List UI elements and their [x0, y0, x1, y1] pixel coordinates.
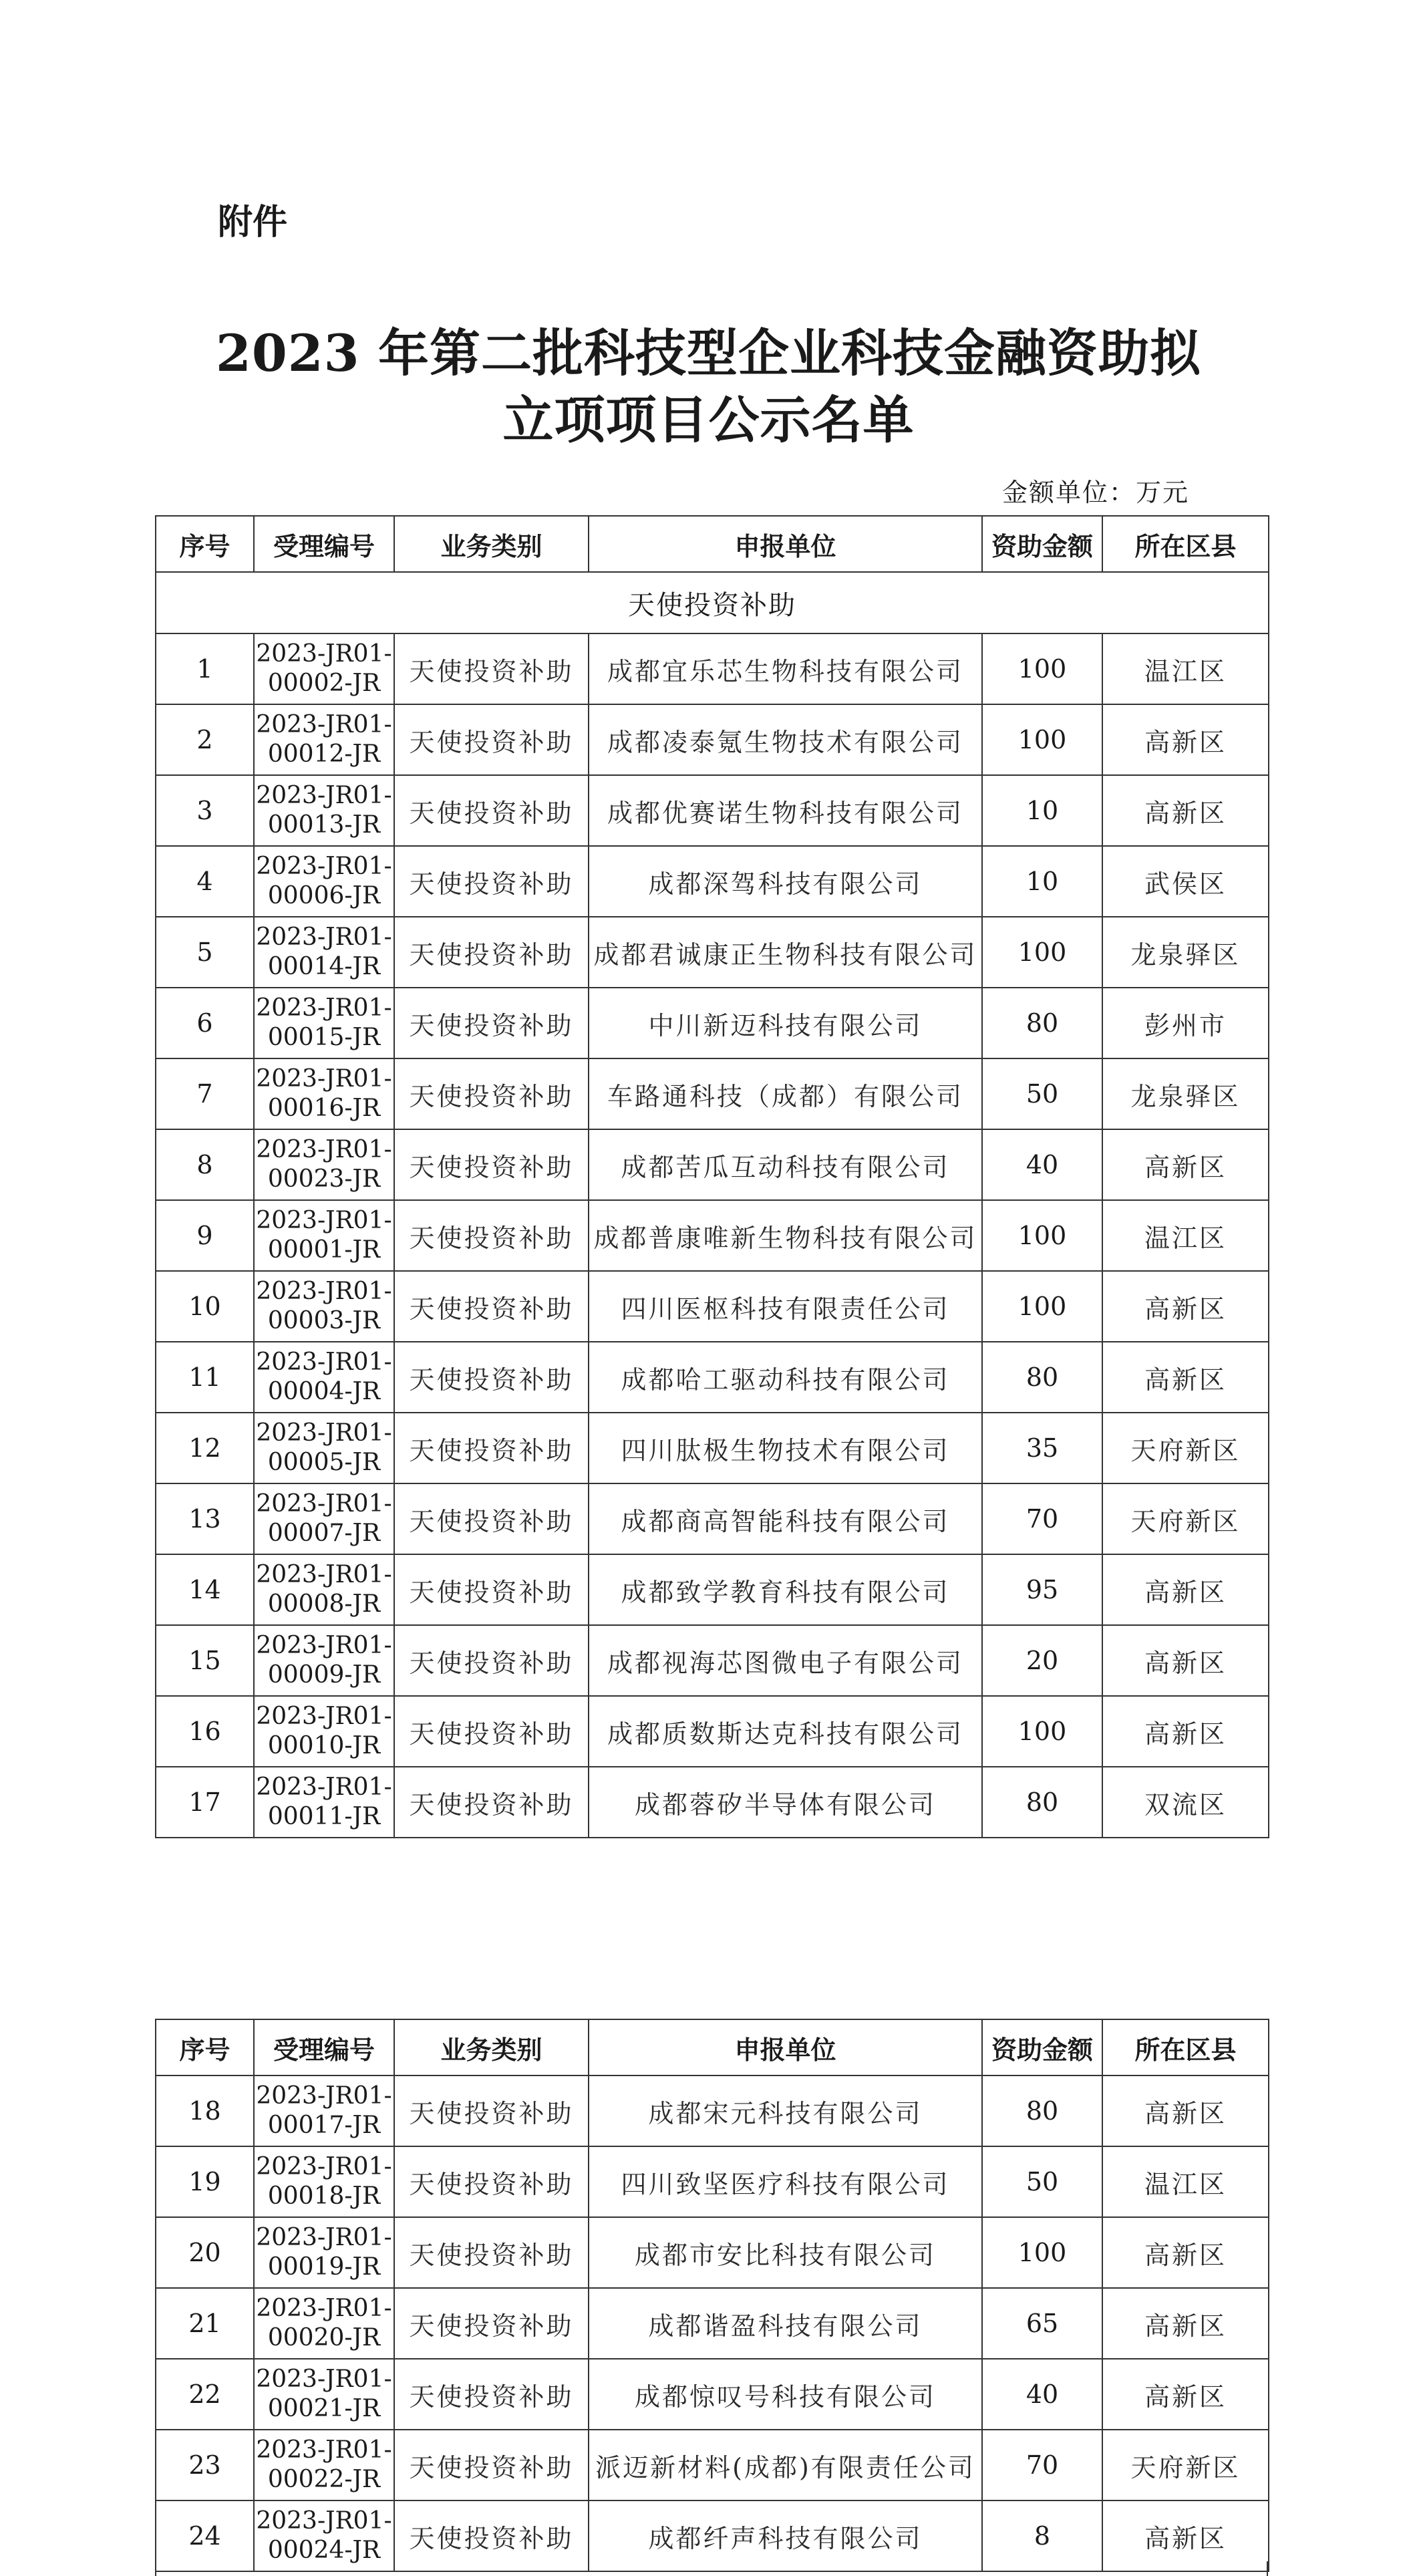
acceptance-code: 2023-JR01- 00014-JR — [254, 917, 394, 988]
header-category: 业务类别 — [394, 2019, 589, 2076]
funding-amount: 70 — [982, 1483, 1102, 1554]
acceptance-code: 2023-JR01- 00005-JR — [254, 1413, 394, 1483]
district: 高新区 — [1102, 1342, 1269, 1413]
attachment-label: 附件 — [218, 202, 288, 243]
acceptance-code: 2023-JR01- 00013-JR — [254, 775, 394, 846]
applicant-unit: 成都君诚康正生物科技有限公司 — [589, 917, 982, 988]
business-category: 天使投资补助 — [394, 1200, 589, 1271]
applicant-unit: 成都深驾科技有限公司 — [589, 846, 982, 917]
district: 高新区 — [1102, 2500, 1269, 2571]
header-unit: 申报单位 — [589, 516, 982, 572]
row-number: 3 — [156, 775, 254, 846]
district: 高新区 — [1102, 1129, 1269, 1200]
business-category: 天使投资补助 — [394, 2359, 589, 2430]
amount-unit-note: 金额单位：万元 — [1002, 478, 1190, 507]
project-table-page2 — [155, 2019, 1269, 2572]
funding-amount: 100 — [982, 917, 1102, 988]
table-header-row — [156, 516, 1269, 572]
business-category: 天使投资补助 — [394, 1767, 589, 1838]
acceptance-code: 2023-JR01- 00012-JR — [254, 704, 394, 775]
applicant-unit: 成都视海芯图微电子有限公司 — [589, 1625, 982, 1696]
applicant-unit: 成都商高智能科技有限公司 — [589, 1483, 982, 1554]
district: 双流区 — [1102, 1767, 1269, 1838]
table-row — [156, 1271, 1269, 1342]
business-category: 天使投资补助 — [394, 2430, 589, 2500]
business-category: 天使投资补助 — [394, 1271, 589, 1342]
district: 天府新区 — [1102, 2430, 1269, 2500]
business-category: 天使投资补助 — [394, 1129, 589, 1200]
acceptance-code: 2023-JR01- 00004-JR — [254, 1342, 394, 1413]
business-category: 天使投资补助 — [394, 704, 589, 775]
header-no: 序号 — [156, 2019, 254, 2076]
funding-amount: 100 — [982, 633, 1102, 704]
table-row — [156, 1200, 1269, 1271]
applicant-unit: 车路通科技（成都）有限公司 — [589, 1058, 982, 1129]
acceptance-code: 2023-JR01- 00007-JR — [254, 1483, 394, 1554]
funding-amount: 80 — [982, 988, 1102, 1058]
table-row — [156, 1554, 1269, 1625]
row-number: 24 — [156, 2500, 254, 2571]
applicant-unit: 四川医枢科技有限责任公司 — [589, 1271, 982, 1342]
row-number: 4 — [156, 846, 254, 917]
row-number: 11 — [156, 1342, 254, 1413]
table-row — [156, 988, 1269, 1058]
business-category: 天使投资补助 — [394, 633, 589, 704]
table-row — [156, 1129, 1269, 1200]
acceptance-code: 2023-JR01- 00006-JR — [254, 846, 394, 917]
table-row — [156, 1696, 1269, 1767]
funding-amount: 95 — [982, 1554, 1102, 1625]
district: 彭州市 — [1102, 988, 1269, 1058]
header-code: 受理编号 — [254, 516, 394, 572]
funding-amount: 10 — [982, 775, 1102, 846]
table-row — [156, 2146, 1269, 2217]
applicant-unit: 成都哈工驱动科技有限公司 — [589, 1342, 982, 1413]
business-category: 天使投资补助 — [394, 988, 589, 1058]
business-category: 天使投资补助 — [394, 775, 589, 846]
business-category: 天使投资补助 — [394, 1483, 589, 1554]
row-number: 21 — [156, 2288, 254, 2359]
section-title: 天使投资补助 — [156, 572, 1269, 633]
funding-amount: 35 — [982, 1413, 1102, 1483]
row-number: 15 — [156, 1625, 254, 1696]
table-row — [156, 2217, 1269, 2288]
row-number: 7 — [156, 1058, 254, 1129]
applicant-unit: 中川新迈科技有限公司 — [589, 988, 982, 1058]
business-category: 天使投资补助 — [394, 1342, 589, 1413]
row-number: 1 — [156, 633, 254, 704]
row-number: 18 — [156, 2076, 254, 2146]
acceptance-code: 2023-JR01- 00017-JR — [254, 2076, 394, 2146]
funding-amount: 40 — [982, 2359, 1102, 2430]
row-number: 19 — [156, 2146, 254, 2217]
district: 高新区 — [1102, 1696, 1269, 1767]
acceptance-code: 2023-JR01- 00003-JR — [254, 1271, 394, 1342]
funding-amount: 80 — [982, 1342, 1102, 1413]
acceptance-code: 2023-JR01- 00009-JR — [254, 1625, 394, 1696]
district: 龙泉驿区 — [1102, 917, 1269, 988]
funding-amount: 70 — [982, 2430, 1102, 2500]
acceptance-code: 2023-JR01- 00008-JR — [254, 1554, 394, 1625]
funding-amount: 50 — [982, 2146, 1102, 2217]
header-amount: 资助金额 — [982, 516, 1102, 572]
applicant-unit: 成都致学教育科技有限公司 — [589, 1554, 982, 1625]
row-number: 8 — [156, 1129, 254, 1200]
row-number: 5 — [156, 917, 254, 988]
table-row — [156, 1483, 1269, 1554]
applicant-unit: 成都宜乐芯生物科技有限公司 — [589, 633, 982, 704]
document-title-line1: 2023 年第二批科技型企业科技金融资助拟 — [216, 323, 1201, 383]
header-amount: 资助金额 — [982, 2019, 1102, 2076]
row-number: 2 — [156, 704, 254, 775]
business-category: 天使投资补助 — [394, 846, 589, 917]
table-row — [156, 2359, 1269, 2430]
applicant-unit: 派迈新材料(成都)有限责任公司 — [589, 2430, 982, 2500]
applicant-unit: 成都市安比科技有限公司 — [589, 2217, 982, 2288]
applicant-unit: 成都凌泰氪生物技术有限公司 — [589, 704, 982, 775]
header-district: 所在区县 — [1102, 2019, 1269, 2076]
funding-amount: 100 — [982, 704, 1102, 775]
table-header-row — [156, 2019, 1269, 2076]
business-category: 天使投资补助 — [394, 2500, 589, 2571]
funding-amount: 100 — [982, 1696, 1102, 1767]
funding-amount: 100 — [982, 1271, 1102, 1342]
acceptance-code: 2023-JR01- 00001-JR — [254, 1200, 394, 1271]
applicant-unit: 成都纤声科技有限公司 — [589, 2500, 982, 2571]
table-row — [156, 704, 1269, 775]
header-no: 序号 — [156, 516, 254, 572]
business-category: 天使投资补助 — [394, 1058, 589, 1129]
row-number: 23 — [156, 2430, 254, 2500]
business-category: 天使投资补助 — [394, 1554, 589, 1625]
business-category: 天使投资补助 — [394, 1625, 589, 1696]
applicant-unit: 成都苦瓜互动科技有限公司 — [589, 1129, 982, 1200]
funding-amount: 100 — [982, 1200, 1102, 1271]
applicant-unit: 成都蓉矽半导体有限公司 — [589, 1767, 982, 1838]
table-row — [156, 917, 1269, 988]
acceptance-code: 2023-JR01- 00002-JR — [254, 633, 394, 704]
district: 天府新区 — [1102, 1483, 1269, 1554]
acceptance-code: 2023-JR01- 00021-JR — [254, 2359, 394, 2430]
business-category: 天使投资补助 — [394, 2076, 589, 2146]
district: 高新区 — [1102, 2359, 1269, 2430]
applicant-unit: 成都宋元科技有限公司 — [589, 2076, 982, 2146]
table-row — [156, 633, 1269, 704]
funding-amount: 8 — [982, 2500, 1102, 2571]
funding-amount: 40 — [982, 1129, 1102, 1200]
header-unit: 申报单位 — [589, 2019, 982, 2076]
business-category: 天使投资补助 — [394, 2288, 589, 2359]
section-row — [156, 572, 1269, 633]
funding-amount: 100 — [982, 2217, 1102, 2288]
row-number: 9 — [156, 1200, 254, 1271]
table-row — [156, 1767, 1269, 1838]
district: 龙泉驿区 — [1102, 1058, 1269, 1129]
row-number: 20 — [156, 2217, 254, 2288]
acceptance-code: 2023-JR01- 00018-JR — [254, 2146, 394, 2217]
project-table-page1 — [155, 515, 1269, 1838]
row-number: 22 — [156, 2359, 254, 2430]
district: 高新区 — [1102, 1554, 1269, 1625]
applicant-unit: 成都惊叹号科技有限公司 — [589, 2359, 982, 2430]
table-row — [156, 846, 1269, 917]
row-number: 10 — [156, 1271, 254, 1342]
district: 温江区 — [1102, 2146, 1269, 2217]
table-row — [156, 1413, 1269, 1483]
business-category: 天使投资补助 — [394, 2146, 589, 2217]
district: 天府新区 — [1102, 1413, 1269, 1483]
header-code: 受理编号 — [254, 2019, 394, 2076]
district: 温江区 — [1102, 633, 1269, 704]
header-district: 所在区县 — [1102, 516, 1269, 572]
row-number: 17 — [156, 1767, 254, 1838]
acceptance-code: 2023-JR01- 00015-JR — [254, 988, 394, 1058]
district: 高新区 — [1102, 775, 1269, 846]
acceptance-code: 2023-JR01- 00016-JR — [254, 1058, 394, 1129]
funding-amount: 80 — [982, 2076, 1102, 2146]
applicant-unit: 成都普康唯新生物科技有限公司 — [589, 1200, 982, 1271]
acceptance-code: 2023-JR01- 00011-JR — [254, 1767, 394, 1838]
acceptance-code: 2023-JR01- 00023-JR — [254, 1129, 394, 1200]
row-number: 12 — [156, 1413, 254, 1483]
district: 武侯区 — [1102, 846, 1269, 917]
district: 高新区 — [1102, 704, 1269, 775]
applicant-unit: 四川致坚医疗科技有限公司 — [589, 2146, 982, 2217]
row-number: 6 — [156, 988, 254, 1058]
applicant-unit: 成都质数斯达克科技有限公司 — [589, 1696, 982, 1767]
table-row — [156, 2288, 1269, 2359]
business-category: 天使投资补助 — [394, 1696, 589, 1767]
acceptance-code: 2023-JR01- 00020-JR — [254, 2288, 394, 2359]
district: 高新区 — [1102, 2288, 1269, 2359]
district: 高新区 — [1102, 2217, 1269, 2288]
table-row — [156, 2430, 1269, 2500]
district: 温江区 — [1102, 1200, 1269, 1271]
funding-amount: 20 — [982, 1625, 1102, 1696]
district: 高新区 — [1102, 1271, 1269, 1342]
funding-amount: 65 — [982, 2288, 1102, 2359]
document-title-line2: 立项项目公示名单 — [502, 390, 915, 450]
row-number: 16 — [156, 1696, 254, 1767]
header-category: 业务类别 — [394, 516, 589, 572]
district: 高新区 — [1102, 2076, 1269, 2146]
applicant-unit: 四川肽极生物技术有限公司 — [589, 1413, 982, 1483]
table-row — [156, 1058, 1269, 1129]
table-row — [156, 2076, 1269, 2146]
business-category: 天使投资补助 — [394, 917, 589, 988]
row-number: 13 — [156, 1483, 254, 1554]
acceptance-code: 2023-JR01- 00024-JR — [254, 2500, 394, 2571]
business-category: 天使投资补助 — [394, 2217, 589, 2288]
applicant-unit: 成都谐盈科技有限公司 — [589, 2288, 982, 2359]
row-number: 14 — [156, 1554, 254, 1625]
acceptance-code: 2023-JR01- 00022-JR — [254, 2430, 394, 2500]
funding-amount: 10 — [982, 846, 1102, 917]
funding-amount: 80 — [982, 1767, 1102, 1838]
acceptance-code: 2023-JR01- 00019-JR — [254, 2217, 394, 2288]
table-continuation-edge — [155, 2561, 1268, 2576]
acceptance-code: 2023-JR01- 00010-JR — [254, 1696, 394, 1767]
table-row — [156, 1342, 1269, 1413]
funding-amount: 50 — [982, 1058, 1102, 1129]
district: 高新区 — [1102, 1625, 1269, 1696]
table-row — [156, 1625, 1269, 1696]
business-category: 天使投资补助 — [394, 1413, 589, 1483]
table-row — [156, 775, 1269, 846]
applicant-unit: 成都优赛诺生物科技有限公司 — [589, 775, 982, 846]
